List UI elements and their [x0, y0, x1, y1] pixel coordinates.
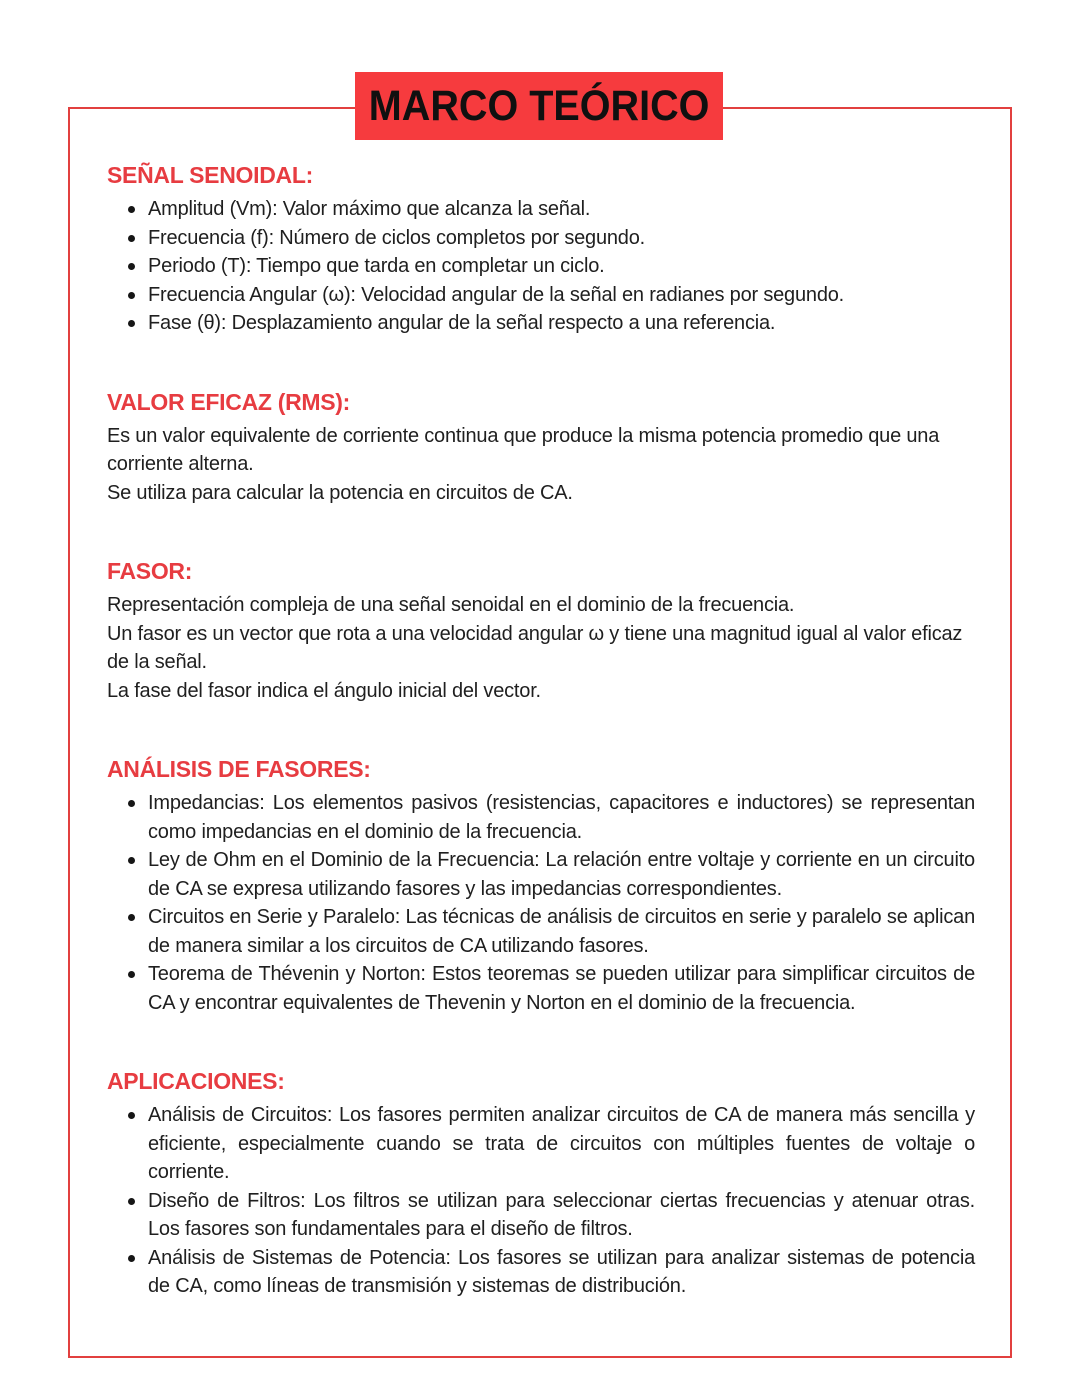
list-item-text: Impedancias: Los elementos pasivos (resistencias, capacitores e inductores) se representan como impedancias en el dominio de la frecuencia. [148, 792, 975, 843]
document-content [107, 161, 975, 1351]
list-item [107, 1101, 975, 1187]
list-item-text: Amplitud (Vm): Valor máximo que alcanza la señal. [148, 198, 591, 220]
list-item [107, 252, 975, 281]
bullet-list [107, 195, 975, 338]
section-heading: ANÁLISIS DE FASORES: [107, 756, 371, 782]
bullet-icon [128, 235, 135, 242]
section-fasor [107, 557, 975, 705]
list-item-text: Frecuencia Angular (ω): Velocidad angular de la señal en radianes por segundo. [148, 283, 845, 306]
list-item-text: Diseño de Filtros: Los filtros se utilizan para seleccionar ciertas frecuencias y atenuar otras. Los fasores son fundamentales para el diseño de filtros. [148, 1189, 975, 1240]
section-heading: FASOR: [107, 558, 193, 584]
list-item [107, 224, 975, 253]
bullet-icon [128, 206, 135, 213]
page-title: MARCO TEÓRICO [368, 81, 710, 130]
list-item-text: Fase (θ): Desplazamiento angular de la señal respecto a una referencia. [148, 312, 776, 334]
paragraph: Es un valor equivalente de corriente continua que produce la misma potencia promedio que una corriente alterna. [107, 424, 940, 475]
bullet-icon [128, 320, 135, 327]
list-item [107, 789, 975, 846]
list-item [107, 1244, 975, 1301]
list-item-text: Teorema de Thévenin y Norton: Estos teoremas se pueden utilizar para simplificar circuitos de CA y encontrar equivalentes de Thevenin y Norton en el dominio de la frecuencia. [148, 963, 975, 1014]
paragraph: La fase del fasor indica el ángulo inicial del vector. [107, 679, 541, 702]
list-item-text: Periodo (T): Tiempo que tarda en completar un ciclo. [148, 255, 605, 277]
section-analisis-de-fasores [107, 755, 975, 1017]
bullet-icon [128, 263, 135, 270]
list-item [107, 309, 975, 338]
list-item [107, 960, 975, 1017]
section-aplicaciones [107, 1067, 975, 1301]
list-item [107, 846, 975, 903]
list-item [107, 1187, 975, 1244]
list-item-text: Frecuencia (f): Número de ciclos completos por segundo. [148, 226, 646, 249]
section-heading: SEÑAL SENOIDAL: [107, 162, 313, 188]
bullet-icon [128, 914, 135, 921]
bullet-icon [128, 857, 135, 864]
section-heading: VALOR EFICAZ (RMS): [107, 388, 351, 415]
list-item [107, 281, 975, 310]
list-item-text: Análisis de Sistemas de Potencia: Los fasores se utilizan para analizar sistemas de potencia de CA, como líneas de transmisión y sistemas de distribución. [148, 1246, 975, 1297]
title-banner [355, 72, 723, 140]
bullet-icon [128, 292, 135, 299]
list-item-text: Circuitos en Serie y Paralelo: Las técnicas de análisis de circuitos en serie y paralelo se aplican de manera similar a los circuitos de CA utilizando fasores. [148, 906, 975, 957]
bullet-icon [128, 1255, 135, 1262]
bullet-icon [128, 800, 135, 807]
bullet-icon [128, 971, 135, 978]
bullet-list [107, 1101, 975, 1301]
list-item [107, 903, 975, 960]
paragraph: Representación compleja de una señal senoidal en el dominio de la frecuencia. [107, 594, 795, 616]
bullet-icon [128, 1112, 135, 1119]
bullet-icon [128, 1198, 135, 1205]
section-valor-eficaz [107, 388, 975, 508]
section-heading: APLICACIONES: [107, 1068, 285, 1094]
paragraph: Un fasor es un vector que rota a una velocidad angular ω y tiene una magnitud igual al valor eficaz de la señal. [107, 622, 963, 673]
bullet-list [107, 789, 975, 1017]
list-item-text: Ley de Ohm en el Dominio de la Frecuencia: La relación entre voltaje y corriente en un circuito de CA se expresa utilizando fasores y las impedancias correspondientes. [148, 849, 975, 900]
list-item [107, 195, 975, 224]
section-senal-senoidal [107, 161, 975, 338]
paragraph: Se utiliza para calcular la potencia en circuitos de CA. [107, 481, 573, 504]
list-item-text: Análisis de Circuitos: Los fasores permiten analizar circuitos de CA de manera más sencilla y eficiente, especialmente cuando se trata de circuitos con múltiples fuentes de voltaje o corriente. [148, 1104, 975, 1183]
